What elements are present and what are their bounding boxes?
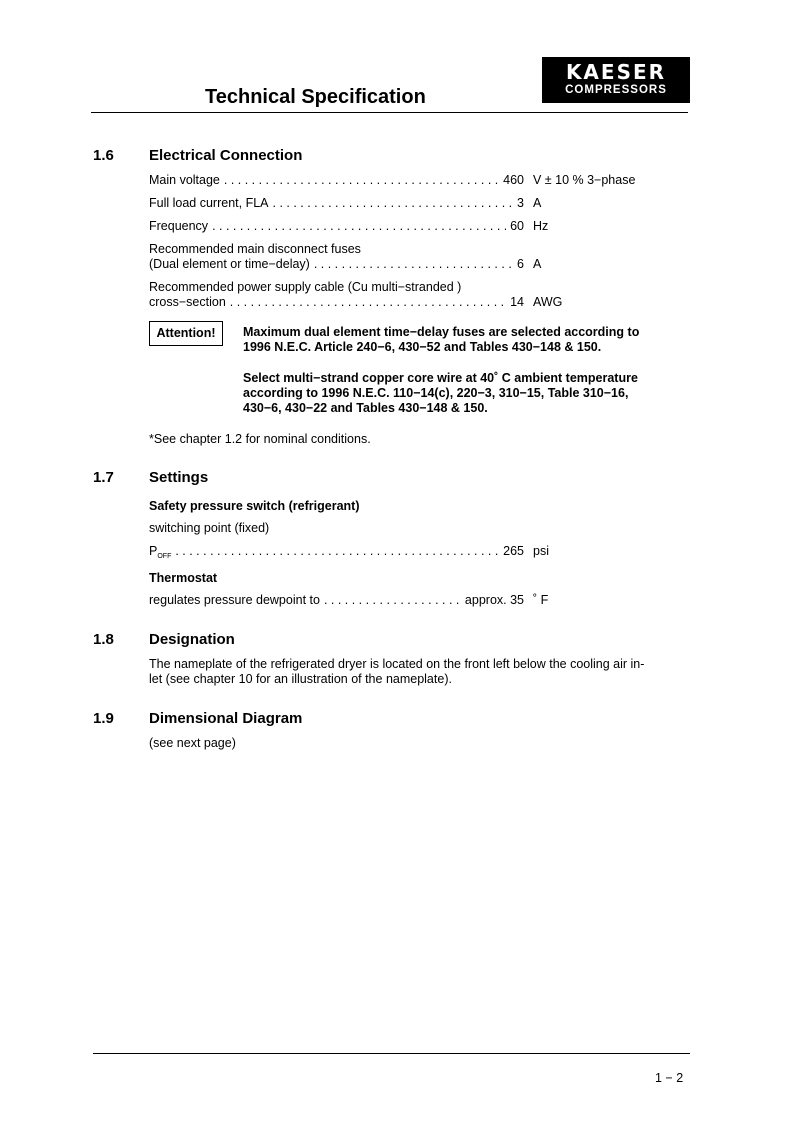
header-rule (91, 112, 688, 113)
body-text: let (see chapter 10 for an illustration of the nameplate). (149, 672, 452, 686)
spec-value: 6 (517, 257, 524, 271)
logo-bottom-text: COMPRESSORS (565, 84, 667, 96)
spec-unit: A (533, 196, 542, 210)
body-text: switching point (fixed) (149, 521, 270, 535)
p-symbol: P (149, 544, 158, 558)
kaeser-logo (542, 57, 690, 103)
section-number: 1.6 (93, 147, 114, 164)
spec-value: approx. 35 (464, 593, 524, 607)
section-number: 1.9 (93, 710, 114, 727)
leader-dots (230, 295, 506, 310)
leader-dots (273, 196, 514, 211)
spec-unit: A (533, 257, 542, 271)
spec-unit: psi (533, 544, 549, 558)
body-text: The nameplate of the refrigerated dryer is located on the front left below the cooling air in- (149, 657, 645, 671)
spec-fuses (149, 257, 524, 272)
spec-label: regulates pressure dewpoint to (149, 593, 320, 607)
attention-text: Select multi−strand copper core wire at 40˚ C ambient temperature (243, 371, 638, 385)
body-text: (see next page) (149, 736, 236, 750)
spec-value: 60 (510, 219, 524, 233)
leader-dots (324, 593, 461, 608)
section-title: Dimensional Diagram (149, 710, 303, 727)
spec-unit: ˚ F (533, 593, 549, 607)
spec-label: Recommended main disconnect fuses (149, 242, 361, 256)
spec-value: 3 (517, 196, 524, 210)
attention-box: Attention! (149, 321, 223, 346)
attention-text: 430−6, 430−22 and Tables 430−148 & 150. (243, 401, 488, 415)
footer-rule (93, 1053, 690, 1054)
spec-unit: AWG (533, 295, 563, 309)
spec-unit: V ± 10 % 3−phase (533, 173, 636, 187)
section-number: 1.8 (93, 631, 114, 648)
section-title: Settings (149, 469, 209, 486)
spec-poff (149, 544, 524, 564)
spec-label: cross−section (149, 295, 226, 309)
spec-value: 14 (510, 295, 524, 309)
spec-label: (Dual element or time−delay) (149, 257, 310, 271)
leader-dots (314, 257, 513, 272)
page-number: 1 − 2 (655, 1071, 684, 1085)
spec-label: Main voltage (149, 173, 220, 187)
section-number: 1.7 (93, 469, 114, 486)
leader-dots (224, 173, 499, 188)
section-title: Electrical Connection (149, 147, 303, 164)
logo-top-text: KAESER (565, 60, 667, 84)
subheading: Thermostat (149, 571, 218, 585)
leader-dots (175, 544, 499, 564)
spec-label (149, 544, 175, 564)
spec-frequency (149, 219, 524, 234)
subheading: Safety pressure switch (refrigerant) (149, 499, 360, 513)
spec-label: Full load current, FLA (149, 196, 269, 210)
off-subscript: OFF (157, 553, 172, 560)
spec-label: Recommended power supply cable (Cu multi−stranded ) (149, 280, 462, 294)
spec-value: 460 (503, 173, 524, 187)
section-title: Designation (149, 631, 235, 648)
spec-value: 265 (503, 544, 524, 558)
spec-full-load (149, 196, 524, 211)
attention-text: according to 1996 N.E.C. 110−14(c), 220−3, 310−15, Table 310−16, (243, 386, 629, 400)
attention-text: 1996 N.E.C. Article 240−6, 430−52 and Tables 430−148 & 150. (243, 340, 602, 354)
spec-unit: Hz (533, 219, 549, 233)
spec-main-voltage (149, 173, 524, 188)
footnote: *See chapter 1.2 for nominal conditions. (149, 432, 371, 446)
spec-thermostat (149, 593, 524, 608)
leader-dots (212, 219, 506, 234)
page-title: Technical Specification (205, 86, 426, 108)
spec-label: Frequency (149, 219, 209, 233)
attention-text: Maximum dual element time−delay fuses are selected according to (243, 325, 640, 339)
spec-cable (149, 295, 524, 310)
